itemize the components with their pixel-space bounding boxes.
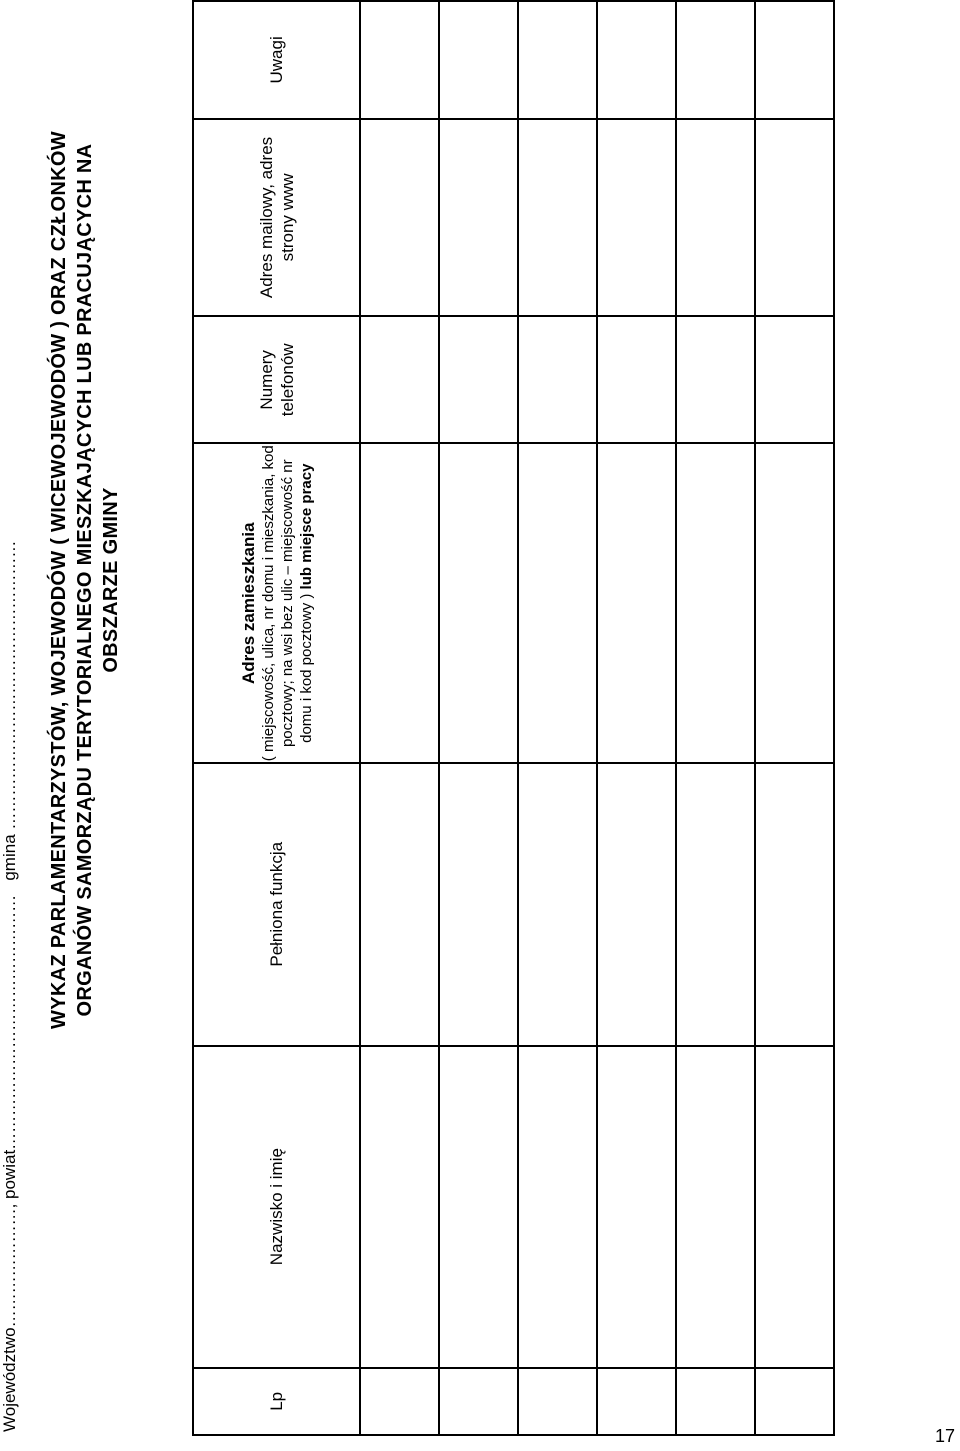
table-header-row: [193, 1, 360, 1435]
table-cell[interactable]: [676, 119, 755, 316]
table-cell[interactable]: [676, 763, 755, 1046]
address-desc-text: ( miejscowość, ulica, nr domu i mieszkania, kod pocztowy; na wsi bez ulic – miejscowość nr domu i kod pocztowy ): [259, 445, 315, 762]
table-cell[interactable]: [755, 443, 834, 763]
members-table: [192, 0, 835, 1436]
address-extra-text: lub miejsce pracy: [297, 463, 315, 590]
table-cell[interactable]: [597, 119, 676, 316]
table-cell[interactable]: [518, 316, 597, 443]
table-cell[interactable]: [597, 763, 676, 1046]
col-phones: Numery telefonów: [193, 316, 360, 443]
table-cell[interactable]: [518, 1, 597, 119]
col-lp: Lp: [193, 1368, 360, 1435]
table-cell[interactable]: [755, 316, 834, 443]
table-cell[interactable]: [597, 1368, 676, 1435]
table-cell[interactable]: [755, 1368, 834, 1435]
table-cell[interactable]: [755, 119, 834, 316]
col-email: Adres mailowy, adres strony www: [193, 119, 360, 316]
table-cell[interactable]: [518, 119, 597, 316]
table-cell[interactable]: [597, 1, 676, 119]
gmina-label: gmina: [0, 834, 19, 881]
table-cell[interactable]: [439, 119, 518, 316]
table-cell[interactable]: [755, 763, 834, 1046]
table-cell[interactable]: [676, 1046, 755, 1368]
title-line-1: WYKAZ PARLAMENTARZYSTÓW, WOJEWODÓW ( WICEWOJEWODÓW ) ORAZ CZŁONKÓW: [48, 131, 70, 1029]
table-cell[interactable]: [360, 763, 439, 1046]
table-cell[interactable]: [439, 763, 518, 1046]
table-cell[interactable]: [360, 119, 439, 316]
wojewodztwo-label: Województwo: [0, 1327, 19, 1432]
page-number: 17: [935, 1426, 956, 1446]
table-cell[interactable]: [676, 1368, 755, 1435]
table-cell[interactable]: [518, 763, 597, 1046]
table-body: [360, 1, 834, 1435]
wojewodztwo-dots: …………………: [0, 1208, 19, 1328]
table-cell[interactable]: [676, 443, 755, 763]
title-line-2: ORGANÓW SAMORZĄDU TERYTORIALNEGO MIESZKAJĄCYCH LUB PRACUJĄCYCH NA: [74, 143, 96, 1017]
table-cell[interactable]: [360, 1368, 439, 1435]
table-cell[interactable]: [597, 443, 676, 763]
table-row: [360, 1, 439, 1435]
col-address: [193, 443, 360, 763]
col-function: Pełniona funkcja: [193, 763, 360, 1046]
table-cell[interactable]: [518, 443, 597, 763]
table-cell[interactable]: [439, 1, 518, 119]
table-cell[interactable]: [676, 1, 755, 119]
address-description: [259, 444, 316, 762]
table-cell[interactable]: [597, 1046, 676, 1368]
table-cell[interactable]: [518, 1046, 597, 1368]
table-row: [518, 1, 597, 1435]
powiat-label: , powiat: [0, 1149, 19, 1209]
gmina-dots: ……………………………………………: [0, 540, 19, 830]
table-row: [755, 1, 834, 1435]
table-cell[interactable]: [755, 1, 834, 119]
col-name: Nazwisko i imię: [193, 1046, 360, 1368]
table-cell[interactable]: [439, 1368, 518, 1435]
table-cell[interactable]: [439, 316, 518, 443]
table-cell[interactable]: [755, 1046, 834, 1368]
powiat-dots: ………………………………………: [0, 894, 19, 1150]
region-line: [0, 541, 20, 1432]
table-cell[interactable]: [676, 316, 755, 443]
table-cell[interactable]: [360, 1046, 439, 1368]
table-row: [597, 1, 676, 1435]
document-title: [46, 20, 124, 1140]
table-cell[interactable]: [518, 1368, 597, 1435]
table-cell[interactable]: [360, 316, 439, 443]
table-row: [676, 1, 755, 1435]
table-row: [439, 1, 518, 1435]
table-cell[interactable]: [597, 316, 676, 443]
table-cell[interactable]: [439, 1046, 518, 1368]
col-notes: Uwagi: [193, 1, 360, 119]
title-line-3: OBSZARZE GMINY: [100, 487, 122, 673]
table-cell[interactable]: [360, 443, 439, 763]
table-cell[interactable]: [360, 1, 439, 119]
address-title: Adres zamieszkania: [238, 522, 258, 685]
table-cell[interactable]: [439, 443, 518, 763]
